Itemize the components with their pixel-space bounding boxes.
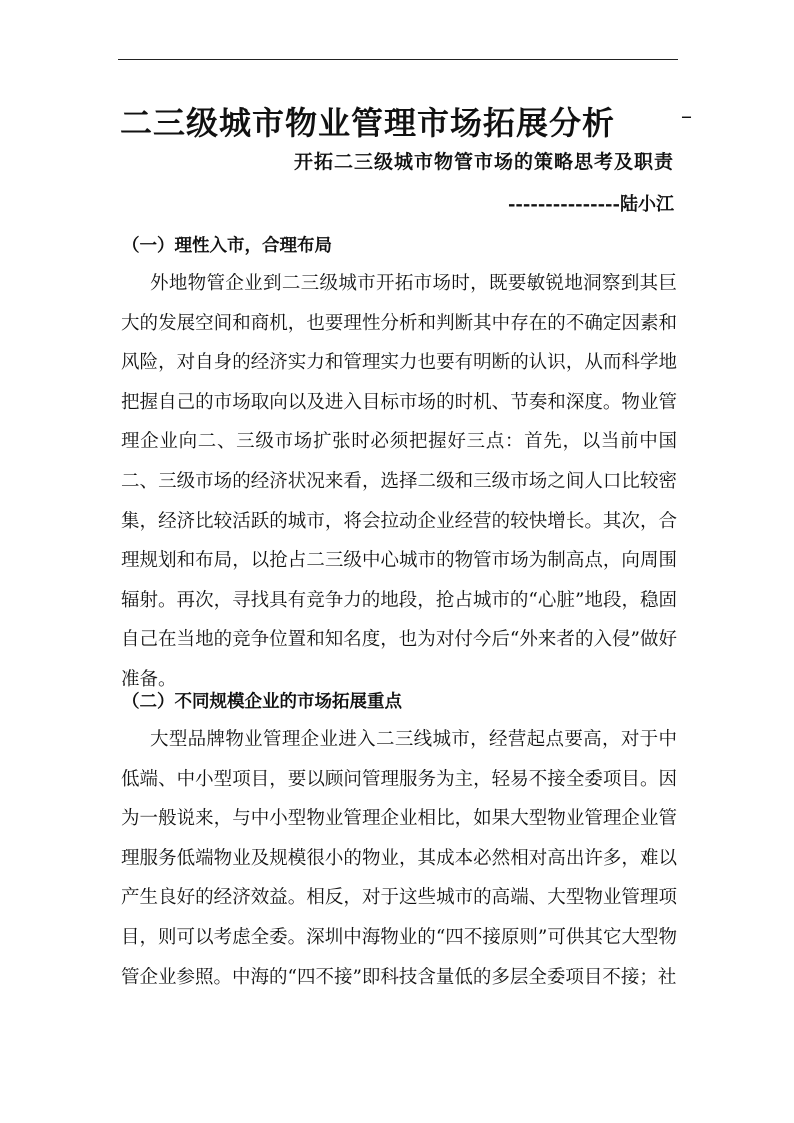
header-rule <box>118 59 678 60</box>
author-line: ---------------陆小江 <box>507 194 674 215</box>
section-heading-2: （二）不同规模企业的市场拓展重点 <box>122 692 402 712</box>
section-heading-1: （一）理性入市，合理布局 <box>122 236 332 256</box>
section-paragraph-2: 大型品牌物业管理企业进入二三线城市，经营起点要高，对于中低端、中小型项目，要以顾问管理服务为主，轻易不接全委项目。因为一般说来，与中小型物业管理企业相比，如果大型物业管理企业管理服务低端物业及规模很小的物业，其成本必然相对高出许多，难以产生良好的经济效益。相反，对于这些城市的高端、大型物业管理项目，则可以考虑全委。深圳中海物业的“四不接原则”可供其它大型物管企业参照。中海的“四不接”即科技含量低的多层全委项目不接；社 <box>121 729 677 988</box>
document-subtitle: 开拓二三级城市物管市场的策略思考及职责 <box>293 151 674 173</box>
document-title: 二三级城市物业管理市场拓展分析 <box>120 104 616 142</box>
section-paragraph-1: 外地物管企业到二三级城市开拓市场时，既要敏锐地洞察到其巨大的发展空间和商机，也要理性分析和判断其中存在的不确定因素和风险，对自身的经济实力和管理实力也要有明断的认识，从而科学地把握自己的市场取向以及进入目标市场的时机、节奏和深度。物业管理企业向二、三级市场扩张时必须把握好三点：首先，以当前中国二、三级市场的经济状况来看，选择二级和三级市场之间人口比较密集，经济比较活跃的城市，将会拉动企业经营的较快增长。其次，合理规划和布局，以抢占二三级中心城市的物管市场为制高点，向周围辐射。再次，寻找具有竞争力的地段，抢占城市的“心脏”地段，稳固自己在当地的竞争位置和知名度，也为对付今后“外来者的入侵”做好准备。 <box>121 273 677 690</box>
title-dash: – <box>681 104 692 129</box>
